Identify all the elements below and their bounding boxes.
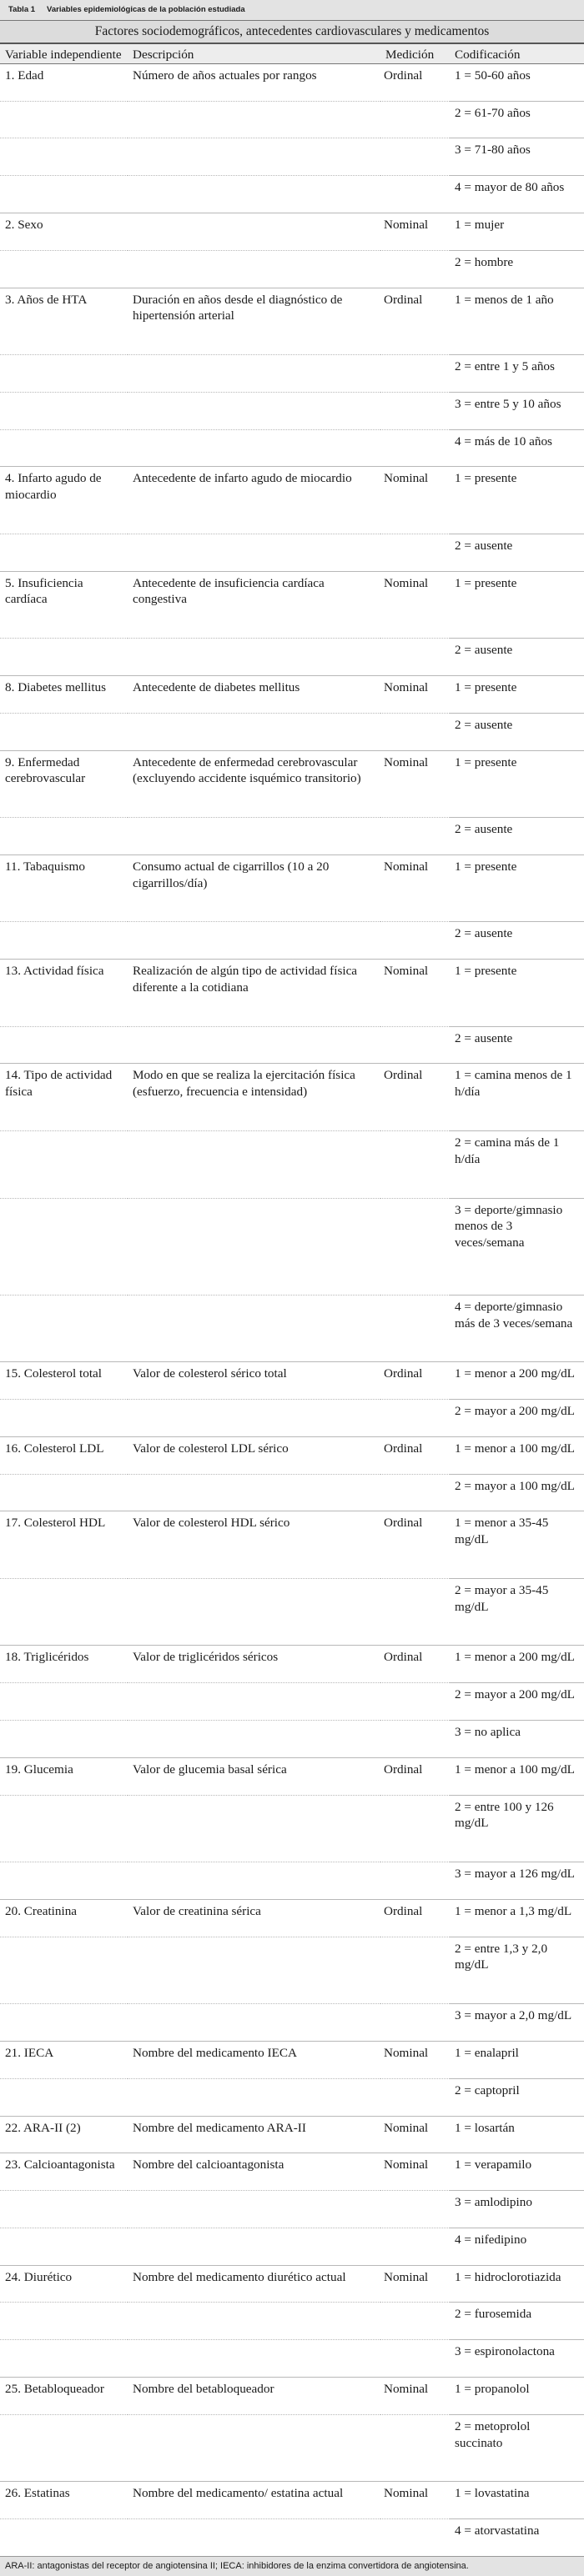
cell-variable <box>0 1683 128 1721</box>
cell-coding: 1 = verapamilo <box>450 2153 584 2191</box>
cell-description: Nombre del medicamento/ estatina actual <box>128 2482 380 2519</box>
table-subrow <box>0 713 584 750</box>
cell-coding: 2 = ausente <box>450 713 584 750</box>
table-row <box>0 213 584 251</box>
cell-description <box>128 534 380 571</box>
cell-measurement <box>380 355 450 393</box>
table-subrow <box>0 922 584 960</box>
cell-description <box>128 2004 380 2042</box>
cell-measurement: Nominal <box>380 2377 450 2414</box>
table-row <box>0 1899 584 1937</box>
cell-description: Duración en años desde el diagnóstico de hipertensión arterial <box>128 288 380 355</box>
cell-variable: 21. IECA <box>0 2041 128 2078</box>
table-subrow <box>0 2004 584 2042</box>
cell-description <box>128 2078 380 2116</box>
cell-measurement: Ordinal <box>380 1757 450 1795</box>
cell-coding: 3 = deporte/gimnasio menos de 3 veces/semana <box>450 1198 584 1295</box>
cell-measurement <box>380 2340 450 2378</box>
cell-description <box>128 355 380 393</box>
table-subrow <box>0 1578 584 1646</box>
cell-variable: 20. Creatinina <box>0 1899 128 1937</box>
table-subrow <box>0 818 584 855</box>
cell-description <box>128 213 380 251</box>
cell-measurement: Ordinal <box>380 1511 450 1579</box>
cell-coding: 1 = presente <box>450 571 584 639</box>
cell-coding: 3 = entre 5 y 10 años <box>450 392 584 429</box>
cell-coding: 1 = menor a 200 mg/dL <box>450 1646 584 1683</box>
cell-variable <box>0 1026 128 1064</box>
cell-variable: 17. Colesterol HDL <box>0 1511 128 1579</box>
cell-measurement: Nominal <box>380 854 450 922</box>
cell-measurement: Nominal <box>380 2265 450 2303</box>
group-header: Factores sociodemográficos, antecedentes cardiovasculares y medicamentos <box>0 21 584 44</box>
cell-coding: 4 = nifedipino <box>450 2228 584 2265</box>
cell-variable: 24. Diurético <box>0 2265 128 2303</box>
cell-description <box>128 2191 380 2228</box>
cell-variable: 18. Triglicéridos <box>0 1646 128 1683</box>
cell-measurement <box>380 1295 450 1362</box>
cell-description <box>128 176 380 213</box>
cell-description <box>128 1400 380 1437</box>
cell-description: Realización de algún tipo de actividad física diferente a la cotidiana <box>128 960 380 1027</box>
cell-measurement <box>380 1131 450 1199</box>
table-row <box>0 2377 584 2414</box>
group-header-row <box>0 21 584 44</box>
cell-measurement <box>380 176 450 213</box>
cell-coding: 1 = menor a 1,3 mg/dL <box>450 1899 584 1937</box>
cell-measurement <box>380 2414 450 2482</box>
cell-measurement <box>380 392 450 429</box>
table-subrow <box>0 1400 584 1437</box>
table-subrow <box>0 1795 584 1862</box>
table-subrow <box>0 639 584 676</box>
cell-description <box>128 818 380 855</box>
cell-measurement <box>380 2078 450 2116</box>
table-row <box>0 1757 584 1795</box>
cell-variable <box>0 2004 128 2042</box>
cell-description <box>128 2340 380 2378</box>
cell-coding: 2 = ausente <box>450 1026 584 1064</box>
cell-coding: 2 = ausente <box>450 818 584 855</box>
cell-variable <box>0 2191 128 2228</box>
cell-variable: 26. Estatinas <box>0 2482 128 2519</box>
table-footnote: ARA-II: antagonistas del receptor de angiotensina II; IECA: inhibidores de la enzima convertidora de angiotensina. <box>0 2556 584 2576</box>
cell-variable: 16. Colesterol LDL <box>0 1436 128 1474</box>
cell-description: Valor de triglicéridos séricos <box>128 1646 380 1683</box>
cell-measurement: Nominal <box>380 213 450 251</box>
cell-coding: 3 = espironolactona <box>450 2340 584 2378</box>
cell-coding: 1 = propanolol <box>450 2377 584 2414</box>
cell-variable <box>0 818 128 855</box>
cell-variable <box>0 639 128 676</box>
cell-measurement: Nominal <box>380 2041 450 2078</box>
cell-measurement <box>380 639 450 676</box>
cell-variable <box>0 1295 128 1362</box>
cell-variable: 8. Diabetes mellitus <box>0 676 128 714</box>
cell-coding: 2 = mayor a 200 mg/dL <box>450 1400 584 1437</box>
column-header-coding: Codificación <box>450 43 584 63</box>
table-body <box>0 63 584 2556</box>
cell-coding: 2 = ausente <box>450 639 584 676</box>
cell-measurement <box>380 2519 450 2556</box>
cell-measurement: Nominal <box>380 960 450 1027</box>
cell-coding: 2 = furosemida <box>450 2303 584 2340</box>
cell-coding: 1 = enalapril <box>450 2041 584 2078</box>
cell-coding: 2 = ausente <box>450 534 584 571</box>
cell-variable <box>0 392 128 429</box>
table-row <box>0 571 584 639</box>
cell-description: Nombre del calcioantagonista <box>128 2153 380 2191</box>
cell-variable <box>0 429 128 467</box>
cell-coding: 2 = entre 1 y 5 años <box>450 355 584 393</box>
cell-coding: 2 = captopril <box>450 2078 584 2116</box>
table-subrow <box>0 2340 584 2378</box>
cell-variable <box>0 138 128 176</box>
cell-measurement <box>380 1862 450 1900</box>
cell-coding: 1 = presente <box>450 467 584 534</box>
cell-description <box>128 1683 380 1721</box>
cell-coding: 1 = presente <box>450 960 584 1027</box>
cell-variable: 2. Sexo <box>0 213 128 251</box>
cell-measurement <box>380 1683 450 1721</box>
table-subrow <box>0 2414 584 2482</box>
cell-measurement <box>380 1400 450 1437</box>
cell-variable: 3. Años de HTA <box>0 288 128 355</box>
cell-measurement: Ordinal <box>380 1899 450 1937</box>
cell-coding: 2 = metoprolol succinato <box>450 2414 584 2482</box>
table-subrow <box>0 2519 584 2556</box>
cell-variable <box>0 534 128 571</box>
cell-measurement: Ordinal <box>380 1064 450 1131</box>
cell-coding: 4 = deporte/gimnasio más de 3 veces/semana <box>450 1295 584 1362</box>
cell-coding: 4 = mayor de 80 años <box>450 176 584 213</box>
column-header-row <box>0 43 584 63</box>
cell-description <box>128 138 380 176</box>
column-header-variable: Variable independiente <box>0 43 128 63</box>
cell-variable <box>0 922 128 960</box>
table-subrow <box>0 2303 584 2340</box>
table-subrow <box>0 1721 584 1758</box>
variables-table <box>0 20 584 2556</box>
cell-measurement <box>380 818 450 855</box>
cell-coding: 2 = mayor a 100 mg/dL <box>450 1474 584 1511</box>
cell-description <box>128 2303 380 2340</box>
cell-variable: 22. ARA-II (2) <box>0 2116 128 2153</box>
table-subrow <box>0 1198 584 1295</box>
cell-variable <box>0 713 128 750</box>
cell-coding: 2 = 61-70 años <box>450 101 584 138</box>
cell-measurement: Nominal <box>380 467 450 534</box>
cell-variable <box>0 1400 128 1437</box>
cell-variable: 25. Betabloqueador <box>0 2377 128 2414</box>
cell-measurement <box>380 138 450 176</box>
cell-variable: 15. Colesterol total <box>0 1362 128 1400</box>
cell-variable <box>0 1578 128 1646</box>
table-subrow <box>0 2228 584 2265</box>
cell-measurement <box>380 1937 450 2004</box>
cell-description <box>128 1474 380 1511</box>
cell-description <box>128 639 380 676</box>
cell-measurement <box>380 2303 450 2340</box>
table-subrow <box>0 392 584 429</box>
table-caption-label: Tabla 1 <box>8 5 36 14</box>
cell-variable <box>0 1937 128 2004</box>
cell-description: Valor de colesterol LDL sérico <box>128 1436 380 1474</box>
cell-measurement <box>380 922 450 960</box>
cell-variable <box>0 1795 128 1862</box>
cell-measurement <box>380 1474 450 1511</box>
cell-coding: 1 = menor a 35-45 mg/dL <box>450 1511 584 1579</box>
cell-coding: 1 = menos de 1 año <box>450 288 584 355</box>
cell-variable <box>0 2303 128 2340</box>
cell-measurement <box>380 1026 450 1064</box>
cell-description <box>128 1295 380 1362</box>
table-subrow <box>0 1131 584 1199</box>
cell-variable <box>0 2414 128 2482</box>
cell-coding: 1 = menor a 100 mg/dL <box>450 1436 584 1474</box>
cell-variable: 23. Calcioantagonista <box>0 2153 128 2191</box>
cell-coding: 1 = 50-60 años <box>450 63 584 101</box>
table-row <box>0 1362 584 1400</box>
cell-measurement: Nominal <box>380 2482 450 2519</box>
table-row <box>0 2482 584 2519</box>
cell-description: Nombre del medicamento IECA <box>128 2041 380 2078</box>
cell-description: Valor de colesterol HDL sérico <box>128 1511 380 1579</box>
cell-variable <box>0 2340 128 2378</box>
cell-description: Valor de colesterol sérico total <box>128 1362 380 1400</box>
cell-description <box>128 1721 380 1758</box>
column-header-description: Descripción <box>128 43 380 63</box>
cell-description <box>128 1026 380 1064</box>
cell-measurement: Ordinal <box>380 1362 450 1400</box>
column-header-measurement: Medición <box>380 43 450 63</box>
table-subrow <box>0 534 584 571</box>
table-caption-title: Variables epidemiológicas de la población estudiada <box>47 5 245 14</box>
cell-description <box>128 1578 380 1646</box>
cell-description <box>128 250 380 288</box>
cell-measurement <box>380 1795 450 1862</box>
table-row <box>0 1511 584 1579</box>
cell-measurement: Nominal <box>380 750 450 818</box>
cell-variable <box>0 1862 128 1900</box>
cell-variable: 11. Tabaquismo <box>0 854 128 922</box>
table-subrow <box>0 1474 584 1511</box>
cell-coding: 3 = mayor a 2,0 mg/dL <box>450 2004 584 2042</box>
cell-measurement: Nominal <box>380 676 450 714</box>
cell-measurement <box>380 2228 450 2265</box>
cell-description <box>128 2519 380 2556</box>
cell-description <box>128 392 380 429</box>
cell-variable <box>0 176 128 213</box>
cell-coding: 1 = presente <box>450 854 584 922</box>
table-row <box>0 2041 584 2078</box>
cell-description: Antecedente de enfermedad cerebrovascular (excluyendo accidente isquémico transitorio) <box>128 750 380 818</box>
cell-coding: 2 = entre 1,3 y 2,0 mg/dL <box>450 1937 584 2004</box>
cell-coding: 1 = hidroclorotiazida <box>450 2265 584 2303</box>
table-subrow <box>0 355 584 393</box>
cell-measurement <box>380 2191 450 2228</box>
table-container <box>0 20 584 2556</box>
cell-measurement <box>380 2004 450 2042</box>
table-row <box>0 288 584 355</box>
cell-description: Nombre del betabloqueador <box>128 2377 380 2414</box>
cell-description: Número de años actuales por rangos <box>128 63 380 101</box>
cell-variable <box>0 101 128 138</box>
cell-description: Antecedente de insuficiencia cardíaca congestiva <box>128 571 380 639</box>
cell-coding: 1 = camina menos de 1 h/día <box>450 1064 584 1131</box>
table-row <box>0 467 584 534</box>
cell-variable: 14. Tipo de actividad física <box>0 1064 128 1131</box>
cell-variable: 5. Insuficiencia cardíaca <box>0 571 128 639</box>
cell-measurement: Nominal <box>380 571 450 639</box>
cell-coding: 3 = amlodipino <box>450 2191 584 2228</box>
table-row <box>0 2116 584 2153</box>
cell-coding: 3 = no aplica <box>450 1721 584 1758</box>
cell-measurement: Nominal <box>380 2153 450 2191</box>
cell-coding: 2 = camina más de 1 h/día <box>450 1131 584 1199</box>
cell-description <box>128 1862 380 1900</box>
cell-coding: 1 = menor a 100 mg/dL <box>450 1757 584 1795</box>
cell-variable <box>0 2519 128 2556</box>
cell-description <box>128 1131 380 1199</box>
cell-coding: 2 = entre 100 y 126 mg/dL <box>450 1795 584 1862</box>
cell-coding: 3 = 71-80 años <box>450 138 584 176</box>
table-row <box>0 1436 584 1474</box>
cell-coding: 1 = losartán <box>450 2116 584 2153</box>
table-row <box>0 2265 584 2303</box>
cell-measurement <box>380 1721 450 1758</box>
cell-description <box>128 429 380 467</box>
cell-variable: 4. Infarto agudo de miocardio <box>0 467 128 534</box>
cell-measurement: Ordinal <box>380 1436 450 1474</box>
table-subrow <box>0 138 584 176</box>
cell-variable <box>0 1198 128 1295</box>
table-subrow <box>0 2191 584 2228</box>
table-row <box>0 2153 584 2191</box>
cell-coding: 1 = presente <box>450 676 584 714</box>
table-row <box>0 960 584 1027</box>
cell-measurement <box>380 1198 450 1295</box>
cell-measurement <box>380 1578 450 1646</box>
cell-description <box>128 713 380 750</box>
table-subrow <box>0 250 584 288</box>
table-subrow <box>0 1683 584 1721</box>
cell-description: Consumo actual de cigarrillos (10 a 20 cigarrillos/día) <box>128 854 380 922</box>
table-subrow <box>0 1295 584 1362</box>
cell-description <box>128 2414 380 2482</box>
table-subrow <box>0 1026 584 1064</box>
cell-variable <box>0 355 128 393</box>
cell-measurement <box>380 713 450 750</box>
cell-description <box>128 2228 380 2265</box>
cell-description: Modo en que se realiza la ejercitación física (esfuerzo, frecuencia e intensidad) <box>128 1064 380 1131</box>
cell-variable <box>0 1131 128 1199</box>
cell-variable: 1. Edad <box>0 63 128 101</box>
table-subrow <box>0 1937 584 2004</box>
cell-measurement: Ordinal <box>380 63 450 101</box>
cell-coding: 1 = lovastatina <box>450 2482 584 2519</box>
cell-description: Nombre del medicamento ARA-II <box>128 2116 380 2153</box>
cell-variable <box>0 2228 128 2265</box>
cell-measurement: Nominal <box>380 2116 450 2153</box>
cell-coding: 1 = menor a 200 mg/dL <box>450 1362 584 1400</box>
table-subrow <box>0 2078 584 2116</box>
cell-coding: 2 = hombre <box>450 250 584 288</box>
table-row <box>0 63 584 101</box>
cell-description: Valor de creatinina sérica <box>128 1899 380 1937</box>
cell-variable: 13. Actividad física <box>0 960 128 1027</box>
cell-coding: 3 = mayor a 126 mg/dL <box>450 1862 584 1900</box>
table-row <box>0 750 584 818</box>
cell-measurement <box>380 534 450 571</box>
table-row <box>0 1064 584 1131</box>
table-row <box>0 1646 584 1683</box>
table-row <box>0 854 584 922</box>
cell-variable <box>0 1721 128 1758</box>
cell-coding: 2 = mayor a 35-45 mg/dL <box>450 1578 584 1646</box>
cell-description: Valor de glucemia basal sérica <box>128 1757 380 1795</box>
cell-measurement: Ordinal <box>380 288 450 355</box>
table-subrow <box>0 101 584 138</box>
table-subrow <box>0 176 584 213</box>
cell-description <box>128 101 380 138</box>
cell-description <box>128 1937 380 2004</box>
cell-coding: 1 = presente <box>450 750 584 818</box>
cell-coding: 4 = atorvastatina <box>450 2519 584 2556</box>
cell-description <box>128 1198 380 1295</box>
cell-variable <box>0 2078 128 2116</box>
cell-description: Antecedente de infarto agudo de miocardio <box>128 467 380 534</box>
cell-description <box>128 922 380 960</box>
cell-description: Antecedente de diabetes mellitus <box>128 676 380 714</box>
cell-variable: 19. Glucemia <box>0 1757 128 1795</box>
cell-measurement <box>380 250 450 288</box>
table-caption <box>0 0 584 20</box>
cell-description <box>128 1795 380 1862</box>
cell-description: Nombre del medicamento diurético actual <box>128 2265 380 2303</box>
cell-coding: 2 = mayor a 200 mg/dL <box>450 1683 584 1721</box>
table-row <box>0 676 584 714</box>
cell-measurement: Ordinal <box>380 1646 450 1683</box>
cell-coding: 2 = ausente <box>450 922 584 960</box>
cell-variable <box>0 250 128 288</box>
table-subrow <box>0 429 584 467</box>
cell-measurement <box>380 101 450 138</box>
cell-measurement <box>380 429 450 467</box>
cell-variable <box>0 1474 128 1511</box>
cell-variable: 9. Enfermedad cerebrovascular <box>0 750 128 818</box>
cell-coding: 1 = mujer <box>450 213 584 251</box>
table-subrow <box>0 1862 584 1900</box>
cell-coding: 4 = más de 10 años <box>450 429 584 467</box>
